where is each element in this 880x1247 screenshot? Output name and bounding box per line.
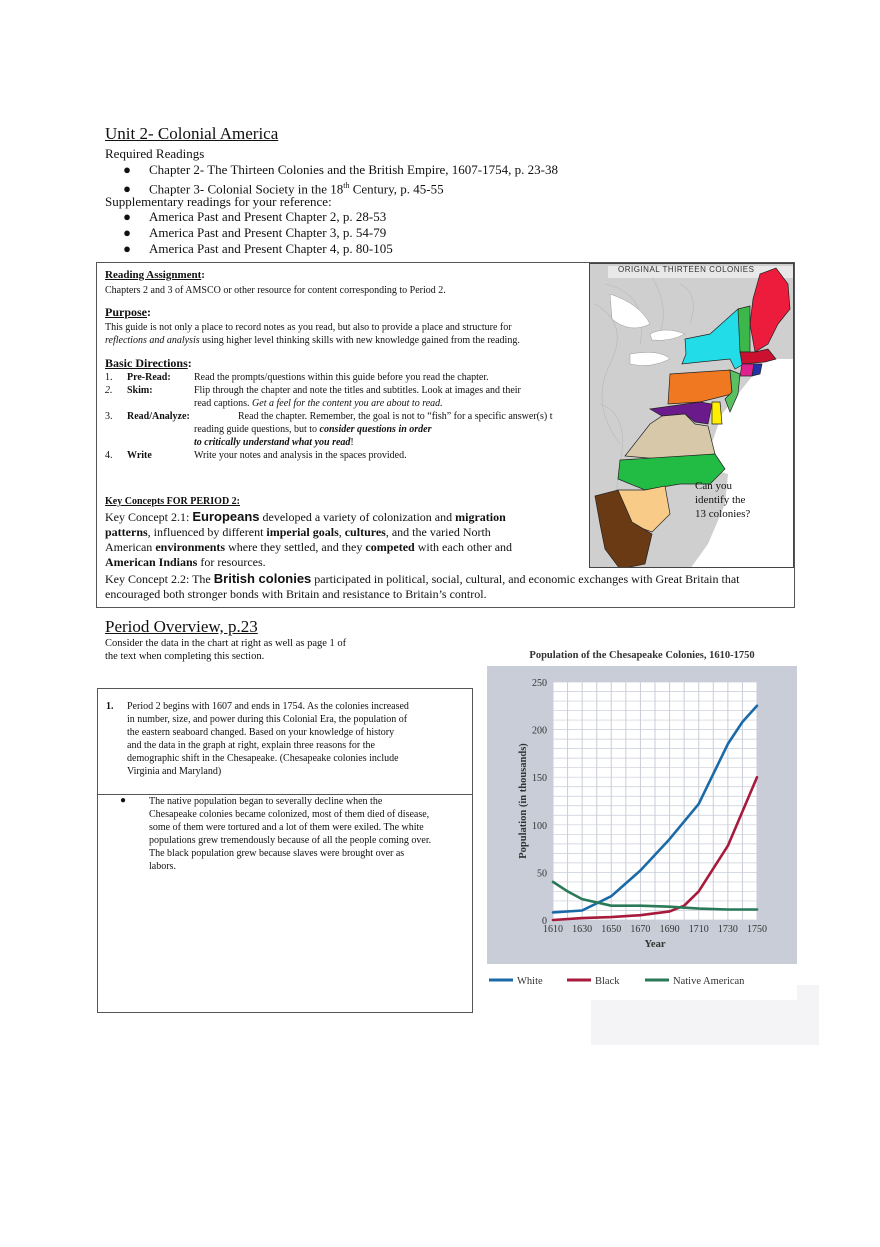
y-tick-label: 150: [532, 773, 547, 785]
direction-item: 2. Skim: Flip through the chapter and note the titles and subtitles. Look at images and their: [105, 385, 521, 396]
required-readings-label: Required Readings: [105, 146, 205, 161]
population-chart-svg: [487, 640, 797, 1000]
period-overview-intro: Consider the data in the chart at right as well as page 1 of the text when completing this section.: [105, 638, 347, 662]
y-axis-label: Population (in thousands): [518, 743, 529, 859]
colonies-map: [589, 263, 794, 568]
direction-item-cont: read captions. Get a feel for the content you are about to read.: [194, 398, 443, 409]
y-tick-label: 50: [537, 868, 547, 880]
list-item: ● Chapter 3- Colonial Society in the 18th Century, p. 45-55: [105, 178, 444, 197]
purpose-text: This guide is not only a place to record notes as you read, but also to provide a place and structure for reflections and analysis using higher level thinking skills with new knowledge gained from the reading.: [105, 322, 520, 346]
x-axis-label: Year: [644, 939, 666, 950]
list-item: ● Chapter 2- The Thirteen Colonies and the British Empire, 1607-1754, p. 23-38: [105, 162, 558, 178]
answer-textarea[interactable]: The native population began to severally decline when the Chesapeake colonies became colonized, most of them died of disease, some of them were tortured and a lot of them were exiled. The white populations grew tremendously because of all the people coming over. The black population grew because slaves were brought over as labors.: [149, 796, 432, 872]
legend-label: White: [517, 976, 543, 987]
map-title: ORIGINAL THIRTEEN COLONIES: [618, 265, 755, 274]
directions-heading: Basic Directions:: [105, 356, 192, 370]
colonies-map-svg: [590, 264, 794, 568]
direction-item: 4. Write Write your notes and analysis in the spaces provided.: [105, 450, 407, 461]
x-tick-label: 1750: [747, 924, 767, 935]
direction-item-cont: to critically understand what you read!: [194, 437, 354, 448]
list-item: ● America Past and Present Chapter 2, p. 28-53: [105, 209, 386, 225]
bullet-icon: ●: [123, 162, 131, 177]
reading-assignment-text: Chapters 2 and 3 of AMSCO or other resource for content corresponding to Period 2.: [105, 285, 446, 296]
x-tick-label: 1610: [543, 924, 563, 935]
question-number: 1.: [106, 701, 114, 712]
directions-list: [105, 371, 595, 462]
y-tick-label: 100: [532, 820, 547, 832]
x-tick-label: 1650: [601, 924, 622, 935]
colony-connecticut: [740, 364, 754, 376]
bullet-icon: ●: [123, 241, 131, 256]
colony-delaware: [712, 402, 722, 424]
list-item: ● America Past and Present Chapter 4, p. 80-105: [105, 241, 393, 257]
key-concepts-heading: Key Concepts FOR PERIOD 2:: [105, 496, 240, 507]
supplementary-label: Supplementary readings for your reference:: [105, 194, 332, 209]
key-concept-2-2: Key Concept 2.2: The British colonies participated in political, social, cultural, and economic exchanges with Great Britain that encouraged both stronger bonds with Britain and resistance to Britain’s control.: [105, 571, 740, 601]
x-tick-label: 1670: [630, 924, 651, 935]
direction-item: 1. Pre-Read: Read the prompts/questions within this guide before you read the chapter.: [105, 372, 489, 383]
question-text: Period 2 begins with 1607 and ends in 1754. As the colonies increased in number, size, and power during this Colonial Era, the population of the eastern seaboard changed. Based on your knowledge of history and the data in the graph at right, explain three reasons for the demographic shift in the Chesapeake. (Chesapeake colonies include Virginia and Maryland): [127, 701, 409, 777]
period-overview-title: Period Overview, p.23: [105, 617, 258, 636]
x-tick-label: 1710: [688, 924, 709, 935]
direction-item-cont: reading guide questions, but to consider questions in order: [194, 424, 432, 435]
x-tick-label: 1730: [717, 924, 738, 935]
chart-title: Population of the Chesapeake Colonies, 1610-1750: [529, 650, 755, 661]
legend-label: Black: [595, 976, 620, 987]
x-tick-label: 1630: [572, 924, 593, 935]
map-caption: Can you identify the 13 colonies?: [695, 480, 751, 520]
bullet-icon: ●: [123, 225, 131, 240]
y-tick-label: 0: [542, 916, 547, 927]
bullet-icon: ●: [120, 795, 127, 806]
list-item: ● America Past and Present Chapter 3, p. 54-79: [105, 225, 386, 241]
legend-label: Native American: [673, 976, 745, 987]
unit-title: Unit 2- Colonial America: [105, 124, 279, 143]
bullet-icon: ●: [123, 209, 131, 224]
x-tick-label: 1690: [659, 924, 680, 935]
reading-assignment-heading: Reading Assignment:: [105, 269, 205, 281]
y-tick-label: 200: [532, 725, 547, 737]
y-tick-label: 250: [532, 678, 547, 689]
purpose-heading: Purpose:: [105, 305, 151, 319]
population-chart: [487, 640, 797, 1000]
direction-item: 3. Read/Analyze: Read the chapter. Remember, the goal is not to “fish” for a specific answer(s) t: [105, 411, 553, 422]
key-concept-2-1: Key Concept 2.1: Europeans developed a variety of colonization and migration patterns, influenced by different imperial goals, cultures, and the varied North American environments where they settled, and they competed with each other and American Indians for resources.: [105, 509, 513, 569]
bullet-icon: ●: [123, 181, 131, 197]
